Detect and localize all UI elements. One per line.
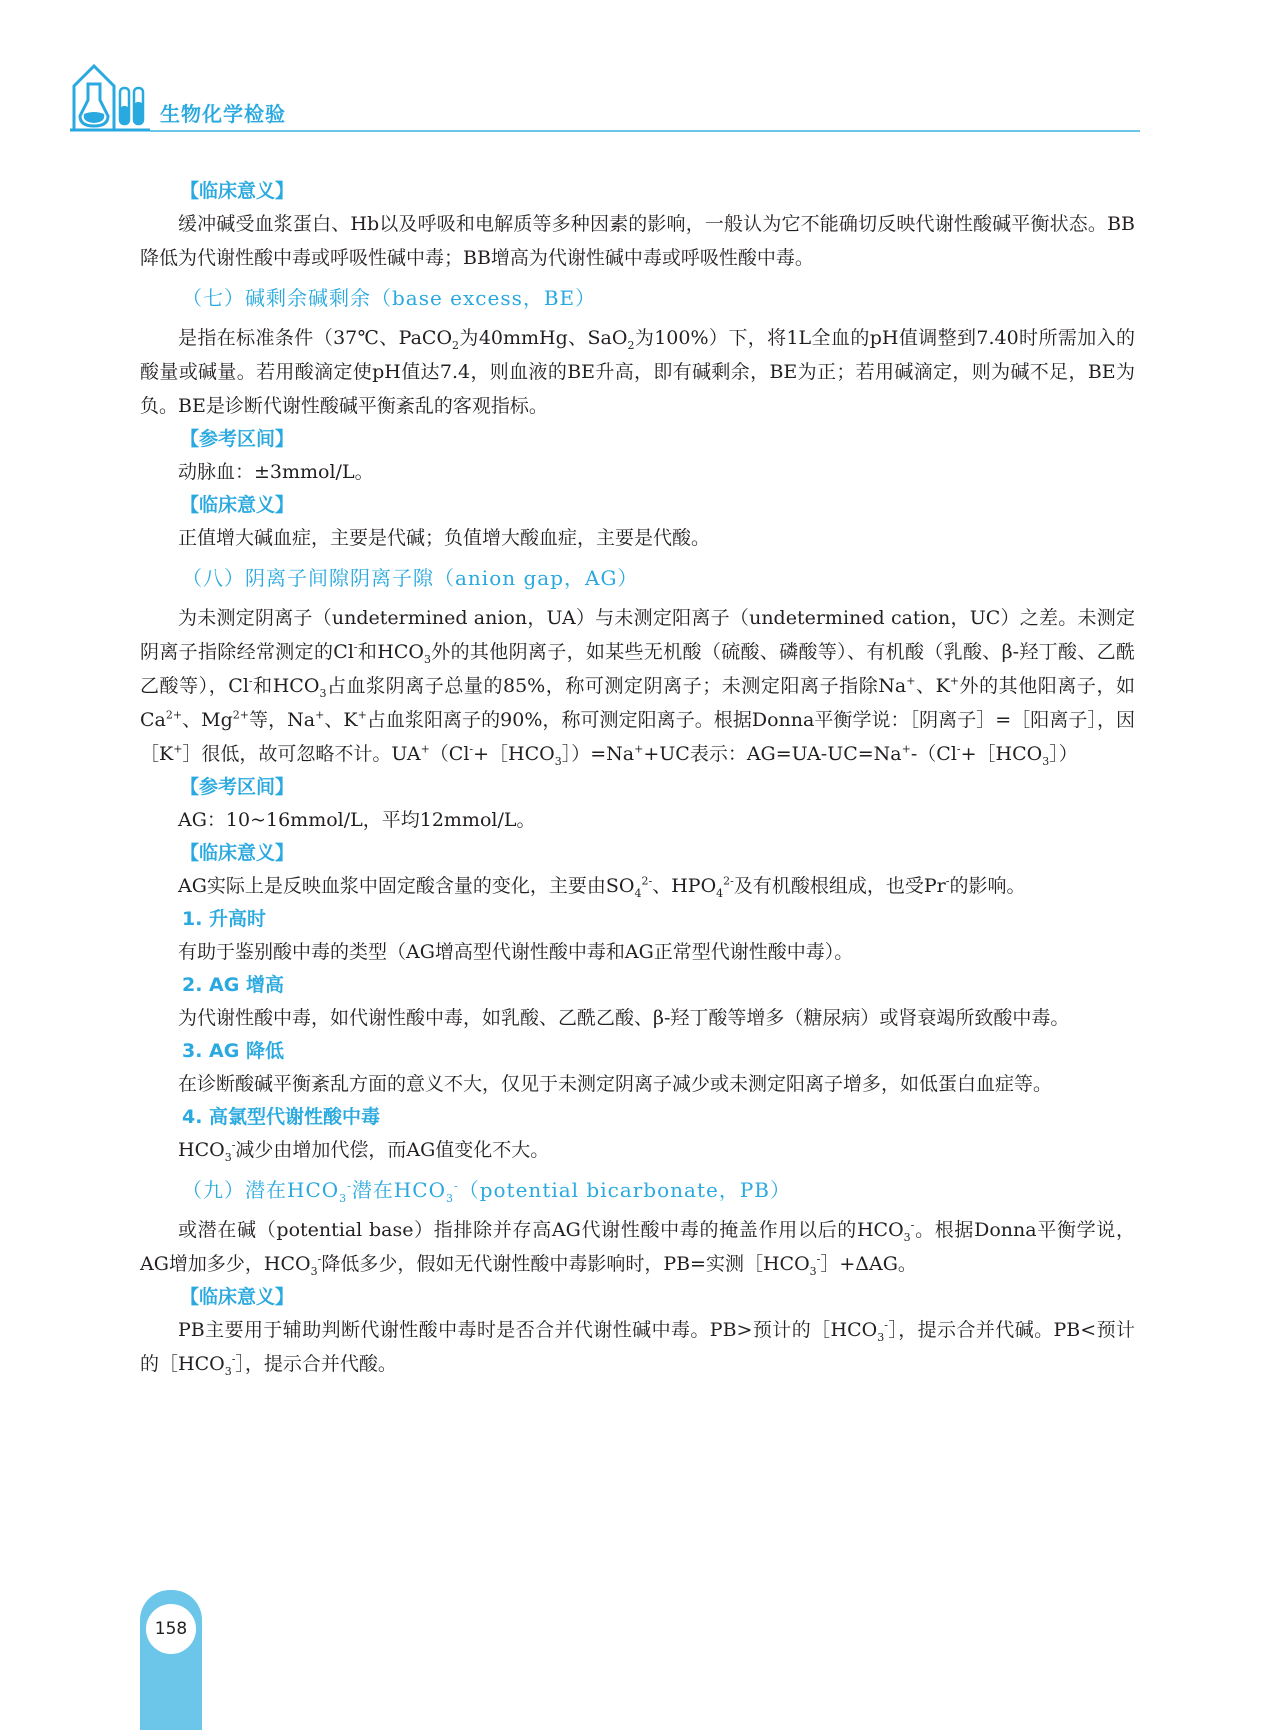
page-number: 158 (146, 1604, 196, 1654)
tag-clinical-bb: 【临床意义】 (180, 180, 295, 202)
ag-reference: AG：10~16mmol/L，平均12mmol/L。 (178, 809, 536, 831)
ag-subtext-2: 为代谢性酸中毒，如代谢性酸中毒，如乳酸、乙酰乙酸、β-羟丁酸等增多（糖尿病）或肾衰竭所致酸中毒。 (178, 1007, 1070, 1029)
be-definition: 是指在标准条件（37℃、PaCO$_2$为40mmHg、SaO$_2$为100%）下，将1L全血的pH值调整到7.40时所需加入的酸量或碱量。若用酸滴定使pH值达7.4，则血液的BE升高，即有碱剩余，BE为正；若用碱滴定，则为碱不足，BE为负。BE是诊断代谢性酸碱平衡紊乱的客观指标。 (140, 327, 1135, 417)
tag-clinical-pb: 【临床意义】 (180, 1286, 295, 1308)
tag-reference-ag: 【参考区间】 (180, 776, 295, 798)
page-number-tab (140, 1590, 202, 1730)
book-title: 生物化学检验 (160, 102, 286, 126)
ag-clinical-text: AG实际上是反映血浆中固定酸含量的变化，主要由$SO_4^{2-}$、$HPO_4^{2-}$及有机酸根组成，也受Pr-的影响。 (178, 874, 1026, 900)
tag-clinical-be: 【临床意义】 (180, 494, 295, 516)
pb-definition: 或潜在碱（potential base）指排除并存高AG代谢性酸中毒的掩盖作用以后的$HCO_3^-$。根据Donna平衡学说，AG增加多少，$HCO_3^-$降低多少，假如无代谢性酸中毒影响时，PB=实测$[HCO_3^-]+\Delta AG$。 (140, 1218, 1135, 1278)
pb-clinical-text: PB主要用于辅助判断代谢性酸中毒时是否合并代谢性碱中毒。PB>预计的$[HCO_3^-]$，提示合并代碱。PB<预计的$[HCO_3^-]$，提示合并代酸。 (140, 1318, 1135, 1378)
ag-subtext-4: $HCO_3^-$减少由增加代偿，而AG值变化不大。 (178, 1138, 550, 1164)
ag-subhead-1: 1. 升高时 (182, 908, 267, 930)
ag-subhead-4: 4. 高氯型代谢性酸中毒 (182, 1106, 381, 1128)
ag-subhead-2: 2. AG 增高 (182, 974, 284, 996)
be-clinical-text: 正值增大碱血症，主要是代碱；负值增大酸血症，主要是代酸。 (178, 527, 711, 549)
ag-subhead-3: 3. AG 降低 (182, 1040, 284, 1062)
lab-flask-logo-icon (70, 60, 150, 132)
ag-subtext-3: 在诊断酸碱平衡紊乱方面的意义不大，仅见于未测定阴离子减少或未测定阳离子增多，如低蛋白血症等。 (178, 1073, 1053, 1095)
bb-clinical-text: 缓冲碱受血浆蛋白、Hb以及呼吸和电解质等多种因素的影响，一般认为它不能确切反映代谢性酸碱平衡状态。BB降低为代谢性酸中毒或呼吸性碱中毒；BB增高为代谢性碱中毒或呼吸性酸中毒。 (140, 213, 1135, 269)
header-rule (150, 130, 1140, 132)
section-title-ag: （八）阴离子间隙阴离子隙（anion gap，AG） (182, 566, 639, 590)
ag-definition: 为未测定阴离子（undetermined anion，UA）与未测定阳离子（undetermined cation，UC）之差。未测定阴离子指除经常测定的Cl-和$HCO_3$外的其他阴离子，如某些无机酸（硫酸、磷酸等）、有机酸（乳酸、β-羟丁酸、乙酰乙酸等），Cl-和$HCO_3$占血浆阴离子总量的85%，称可测定阴离子；未测定阳离子指除Na+、K+外的其他阳离子，如$Ca^{2+}$、$Mg^{2+}$等，Na+、K+占血浆阳离子的90%，称可测定阳离子。根据Donna平衡学说：［阴离子］=［阳离子］，因［K+］很低，故可忽略不计。$UA^+(Cl^-+[HCO_3])=Na^++UC$表示：$AG=UA-UC=Na^+-(Cl^-+[HCO_3])$ (140, 607, 1135, 768)
be-reference: 动脉血：±3mmol/L。 (178, 461, 374, 483)
section-title-pb: （九）潜在$HCO_3^-$潜在$HCO_3^-(potential$ bicarbonate，PB） (182, 1178, 791, 1205)
tag-reference-be: 【参考区间】 (180, 428, 295, 450)
page-content (140, 175, 1135, 1381)
section-title-be: （七）碱剩余碱剩余（base excess，BE） (182, 286, 597, 310)
tag-clinical-ag: 【临床意义】 (180, 842, 295, 864)
page-header (70, 60, 1140, 140)
ag-subtext-1: 有助于鉴别酸中毒的类型（AG增高型代谢性酸中毒和AG正常型代谢性酸中毒）。 (178, 941, 854, 963)
